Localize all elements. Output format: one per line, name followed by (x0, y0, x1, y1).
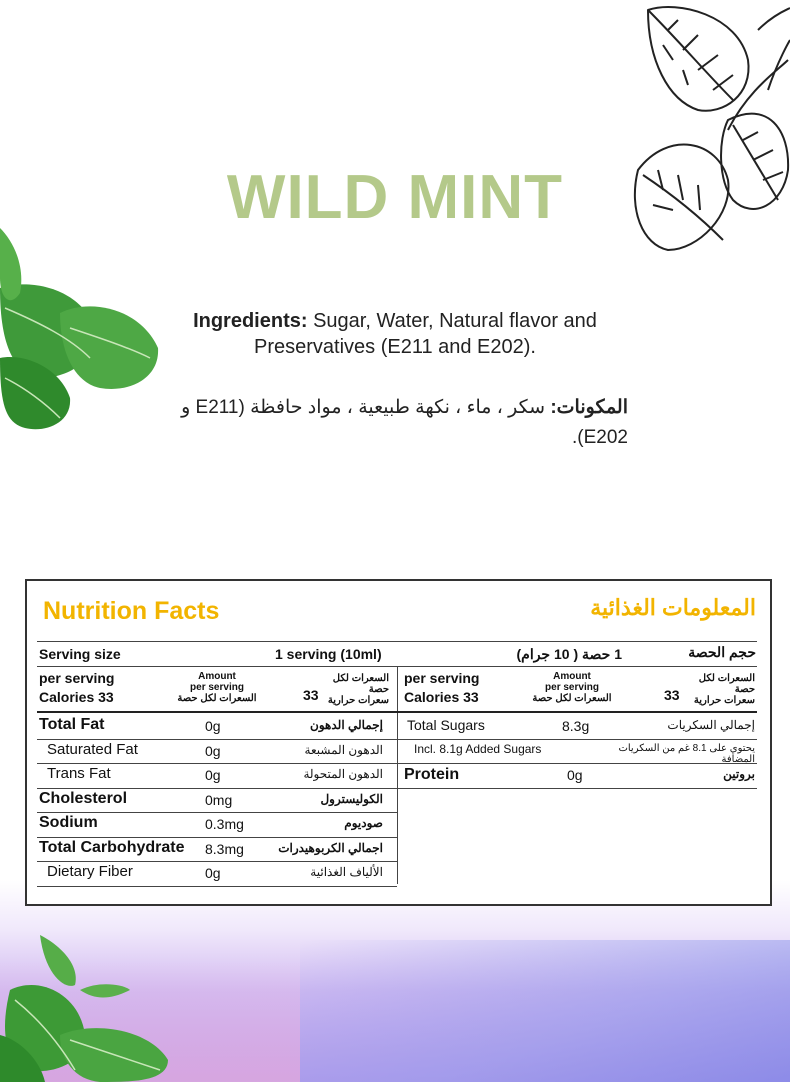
nutrient-name: Trans Fat (47, 765, 111, 782)
mint-leaf-left (0, 228, 160, 433)
nutrient-name: Sodium (39, 814, 98, 831)
nutrient-name: Incl. 8.1g Added Sugars (414, 741, 542, 756)
row-divider (37, 788, 397, 789)
nutrient-value: 0g (567, 767, 583, 783)
ar-calories-left (317, 673, 389, 706)
ar-calories-header-right: السعرات لكل حصة (698, 673, 755, 695)
nutrient-value: 0.3mg (205, 816, 244, 832)
nutrient-name: Total Fat (39, 716, 105, 733)
ingredients-ar-text: سكر ، ماء ، نكهة طبيعية ، مواد حافظة (E211 و E202). (181, 397, 628, 448)
row-divider (397, 763, 757, 764)
nutrient-name-ar: الدهون المتحولة (303, 767, 383, 781)
nutrient-name: Total Carbohydrate (39, 838, 185, 856)
nutrient-value: 0g (205, 865, 221, 881)
ar-calories-header-left: السعرات لكل حصة (332, 673, 389, 695)
divider-thick (37, 711, 757, 713)
background-wash-blue (300, 940, 790, 1082)
nutrition-title-ar: المعلومات الغذائية (590, 595, 756, 620)
row-divider (37, 812, 397, 813)
calories-value-left: 33 (98, 689, 114, 705)
divider (37, 641, 757, 642)
calories-value-right: 33 (463, 689, 479, 705)
row-divider (397, 739, 757, 740)
row-divider (37, 861, 397, 862)
amount-per-serving-right (532, 671, 612, 704)
nutrient-name-ar: إجمالي الدهون (310, 718, 383, 732)
nutrient-value: 8.3g (562, 718, 590, 734)
column-divider (397, 666, 398, 884)
row-divider (37, 837, 397, 838)
amount-line1-right: Amount (553, 671, 591, 682)
product-title: WILD MINT (226, 163, 564, 232)
amount-line2-right: per serving (545, 682, 599, 693)
nutrient-name: Protein (404, 766, 460, 783)
mint-leaf-bottom (0, 935, 170, 1082)
row-divider (37, 763, 397, 764)
nutrient-name-ar: الكوليسترول (320, 791, 383, 806)
nutrient-name: Cholesterol (39, 789, 128, 807)
ar-calories-label-right: سعرات حرارية (693, 695, 755, 706)
calories-value-ar-left: 33 (303, 687, 319, 703)
ingredients-ar-label: المكونات: (550, 397, 628, 418)
nutrient-name: Total Sugars (407, 717, 485, 733)
nutrient-name-ar: إجمالي السكريات (667, 718, 755, 732)
serving-size-ar-label: حجم الحصة (688, 644, 756, 660)
ingredients-en-label: Ingredients: (193, 310, 308, 332)
nutrient-value: 0g (205, 718, 221, 734)
calories-value-ar-right: 33 (664, 687, 680, 703)
nutrient-name-ar: صوديوم (344, 816, 383, 830)
calories-label-left: Calories (39, 689, 95, 705)
per-serving-left: per serving (39, 670, 115, 686)
nutrient-name-ar: الألياف الغذائية (310, 865, 383, 879)
amount-line3: السعرات لكل حصة (177, 693, 257, 704)
nutrient-name: Saturated Fat (47, 740, 138, 758)
nutrient-name-ar: الدهون المشبعة (304, 742, 383, 757)
amount-line3-right: السعرات لكل حصة (532, 693, 612, 704)
nutrient-value: 0g (205, 767, 221, 783)
row-divider (37, 739, 397, 740)
nutrient-value: 8.3mg (205, 840, 244, 857)
nutrient-value: 0g (205, 742, 221, 759)
row-divider (37, 886, 397, 887)
nutrition-title-en: Nutrition Facts (43, 597, 220, 625)
nutrient-name-ar: بروتين (723, 767, 755, 781)
serving-size-value: 1 serving (10ml) (275, 646, 382, 662)
calories-label-right: Calories (404, 689, 460, 705)
ingredients-en (150, 308, 640, 360)
nutrient-name-ar: اجمالي الكربوهيدرات (278, 840, 383, 855)
calories-left (39, 689, 114, 705)
ar-calories-label-left: سعرات حرارية (327, 695, 389, 706)
amount-line1: Amount (198, 671, 236, 682)
amount-per-serving-left (177, 671, 257, 704)
row-divider (397, 788, 757, 789)
ingredients-en-text: Sugar, Water, Natural flavor and Preservatives (E211 and E202). (253, 310, 597, 358)
serving-size-label: Serving size (39, 646, 121, 662)
calories-right (404, 689, 479, 705)
nutrient-name: Dietary Fiber (47, 863, 133, 880)
nutrient-value: 0mg (205, 791, 233, 808)
ar-calories-right (677, 673, 755, 706)
serving-size-ar-value: 1 حصة ( 10 جرام) (516, 646, 622, 662)
ingredients-ar (160, 393, 628, 453)
per-serving-right: per serving (404, 670, 480, 686)
amount-line2: per serving (190, 682, 244, 693)
nutrient-name-ar: يحتوي على 8.1 غم من السكريات المضافة (618, 742, 755, 765)
nutrition-facts-panel (25, 579, 772, 906)
